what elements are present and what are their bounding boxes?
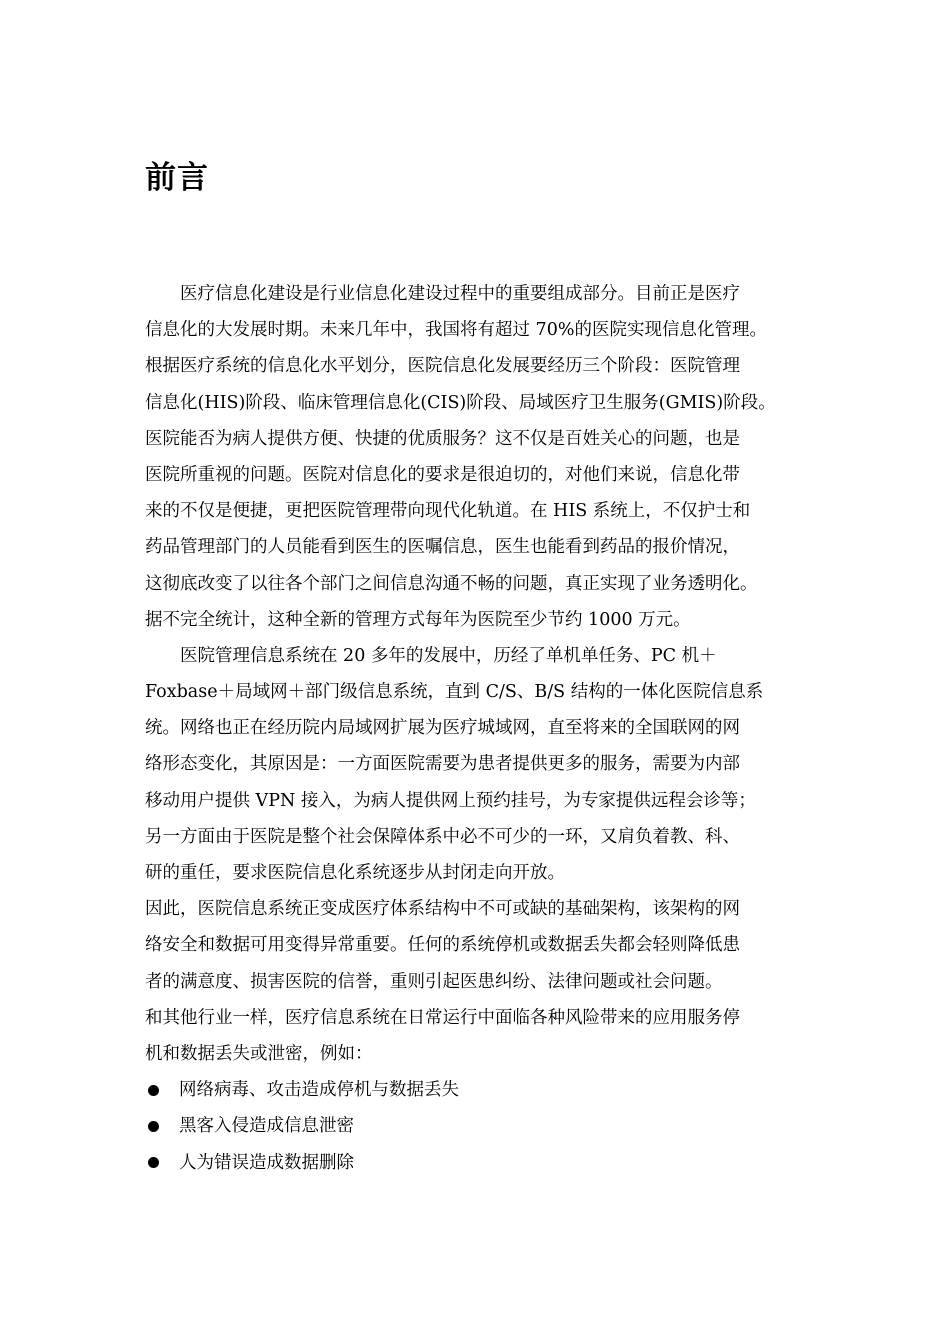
bullet-item: [145, 1072, 825, 1108]
bullet-item-text: 网络病毒、攻击造成停机与数据丢失: [179, 1080, 459, 1101]
paragraph-3-line: 者的满意度、损害医院的信誉，重则引起医患纠纷、法律问题或社会问题。: [145, 971, 723, 992]
bullet-item-text: 人为错误造成数据删除: [179, 1152, 354, 1173]
paragraph-1-line: 据不完全统计，这种全新的管理方式每年为医院至少节约 1000 万元。: [145, 609, 691, 630]
paragraph-3-line: 络安全和数据可用变得异常重要。任何的系统停机或数据丢失都会轻则降低患: [145, 935, 740, 956]
paragraph-2-line: 络形态变化，其原因是：一方面医院需要为患者提供更多的服务，需要为内部: [145, 754, 740, 775]
paragraph-1-line: 信息化(HIS)阶段、临床管理信息化(CIS)阶段、局域医疗卫生服务(GMIS)阶段。: [145, 392, 776, 413]
bullet-item: [145, 1108, 825, 1144]
paragraph-1-line: 医疗信息化建设是行业信息化建设过程中的重要组成部分。目前正是医疗: [180, 284, 740, 304]
paragraph-1-line: 这彻底改变了以往各个部门之间信息沟通不畅的问题，真正实现了业务透明化。: [145, 573, 758, 594]
paragraph-1-line: 药品管理部门的人员能看到医生的医嘱信息，医生也能看到药品的报价情况，: [145, 537, 740, 558]
paragraph-2-line: 统。网络也正在经历院内局域网扩展为医疗城域网，直至将来的全国联网的网: [145, 718, 740, 739]
paragraph-2-line: 移动用户提供 VPN 接入，为病人提供网上预约挂号，为专家提供远程会诊等；: [145, 790, 756, 811]
bullet-item-text: 黑客入侵造成信息泄密: [179, 1116, 354, 1137]
paragraph-2-line: 研的重任，要求医院信息化系统逐步从封闭走向开放。: [145, 863, 565, 883]
paragraph-1-line: 根据医疗系统的信息化水平划分，医院信息化发展要经历三个阶段：医院管理: [145, 356, 740, 377]
paragraph-4-line: 机和数据丢失或泄密，例如：: [145, 1043, 373, 1064]
paragraph-1-line: 医院能否为病人提供方便、快捷的优质服务？这不仅是百姓关心的问题，也是: [145, 428, 740, 449]
paragraph-3-line: 因此，医院信息系统正变成医疗体系结构中不可或缺的基础架构，该架构的网: [145, 899, 740, 920]
paragraph-1-line: 信息化的大发展时期。未来几年中，我国将有超过 70%的医院实现信息化管理。: [145, 320, 767, 341]
paragraph-2-line: 另一方面由于医院是整个社会保障体系中必不可少的一环，又肩负着教、科、: [145, 826, 740, 847]
paragraph-4-line: 和其他行业一样，医疗信息系统在日常运行中面临各种风险带来的应用服务停: [145, 1007, 740, 1028]
bullet-dot-icon: [148, 1085, 159, 1096]
bullet-dot-icon: [148, 1157, 159, 1168]
bullet-dot-icon: [148, 1121, 159, 1132]
paragraph-1-line: 医院所重视的问题。医院对信息化的要求是很迫切的，对他们来说，信息化带: [145, 464, 740, 485]
document-body: [145, 276, 825, 1181]
page-title: 前言: [145, 160, 209, 196]
paragraph-2-line: Foxbase＋局域网＋部门级信息系统，直到 C/S、B/S 结构的一体化医院信息系: [145, 682, 764, 703]
paragraph-2-line: 医院管理信息系统在 20 多年的发展中，历经了单机单任务、PC 机＋: [180, 645, 717, 666]
paragraph-1-line: 来的不仅是便捷，更把医院管理带向现代化轨道。在 HIS 系统上，不仅护士和: [145, 501, 751, 522]
bullet-item: [145, 1145, 825, 1181]
